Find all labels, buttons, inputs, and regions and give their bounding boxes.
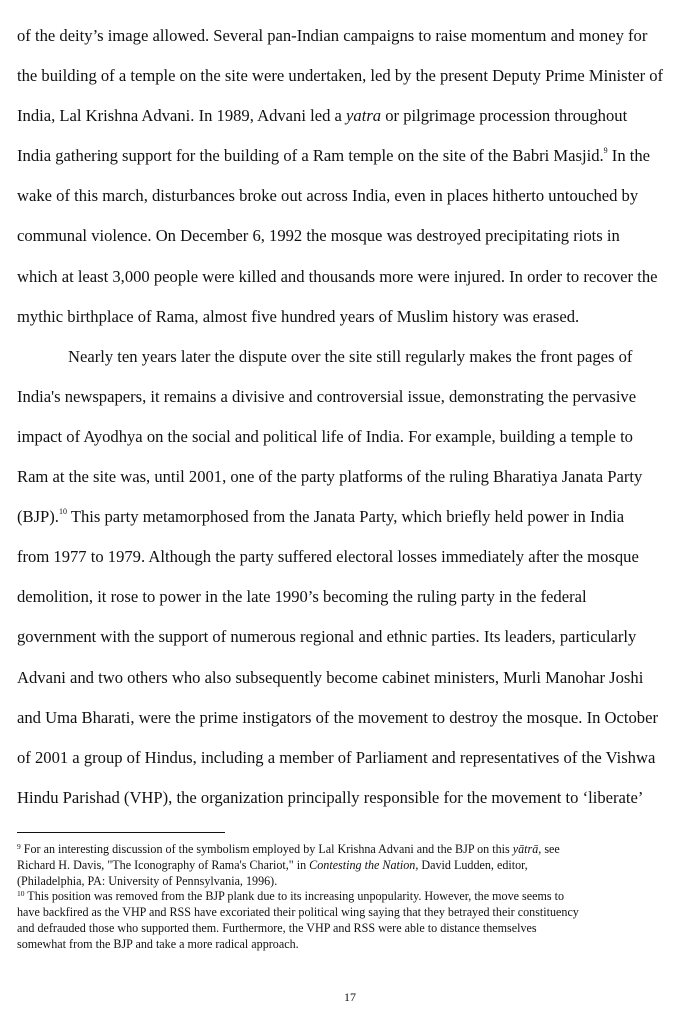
footnote-9-line <box>17 858 697 874</box>
text-span: , see <box>538 842 560 856</box>
text-line: Hindu Parishad (VHP), the organization principally responsible for the movement to ‘liberate’ <box>17 787 644 807</box>
text-line: impact of Ayodhya on the social and political life of India. For example, building a temple to <box>17 426 633 446</box>
text-line: Nearly ten years later the dispute over the site still regularly makes the front pages of <box>68 346 633 366</box>
body-text <box>17 16 693 818</box>
text-line: communal violence. On December 6, 1992 the mosque was destroyed precipitating riots in <box>17 226 620 246</box>
footnote-number: 9 <box>17 842 21 851</box>
text-line: wake of this march, disturbances broke out across India, even in places hitherto untouched by <box>17 186 639 206</box>
text-line: government with the support of numerous regional and ethnic parties. Its leaders, particularly <box>17 627 637 647</box>
text-line <box>17 96 693 136</box>
text-line: from 1977 to 1979. Although the party suffered electoral losses immediately after the mosque <box>17 547 639 567</box>
text-line: of 2001 a group of Hindus, including a member of Parliament and representatives of the Vishwa <box>17 747 656 767</box>
text-line: demolition, it rose to power in the late 1990’s becoming the ruling party in the federal <box>17 587 587 607</box>
text-line: the building of a temple on the site were undertaken, led by the present Deputy Prime Minister of <box>17 66 664 86</box>
text-line: which at least 3,000 people were killed and thousands more were injured. In order to recover the <box>17 266 658 286</box>
footnote-9-line <box>17 842 697 858</box>
italic-title: Contesting the Nation <box>309 857 416 872</box>
footnote-10-line: somewhat from the BJP and take a more radical approach. <box>17 936 299 951</box>
text-span: or pilgrimage procession throughout <box>381 106 628 126</box>
text-line: of the deity’s image allowed. Several pan-Indian campaigns to raise momentum and money for <box>17 26 648 45</box>
footnote-ref-10[interactable]: 10 <box>58 507 67 517</box>
text-span: Richard H. Davis, "The Iconography of Rama's Chariot," in <box>17 857 310 872</box>
page-number: 17 <box>344 990 356 1004</box>
footnote-separator <box>17 832 225 833</box>
text-span: India, Lal Krishna Advani. In 1989, Advani led a <box>17 106 347 126</box>
text-span: , David Ludden, editor, <box>415 857 528 872</box>
footnote-ref-9[interactable]: 9 <box>603 146 608 156</box>
text-line <box>17 497 693 537</box>
text-span: India gathering support for the building of a Ram temple on the site of the Babri Masjid. <box>17 146 604 166</box>
text-line: India's newspapers, it remains a divisive and controversial issue, demonstrating the pervasive <box>17 386 637 406</box>
text-line: Advani and two others who also subsequently become cabinet ministers, Murli Manohar Joshi <box>17 667 644 687</box>
text-line: mythic birthplace of Rama, almost five hundred years of Muslim history was erased. <box>17 306 580 326</box>
italic-term: yatra <box>346 106 382 126</box>
text-span: (BJP). <box>17 507 59 527</box>
footnote-number: 10 <box>17 889 25 899</box>
footnote-10-line <box>17 889 697 905</box>
footnote-10-line: have backfired as the VHP and RSS have excoriated their political wing saying that they betrayed their constituency <box>17 905 579 920</box>
text-span: This position was removed from the BJP plank due to its increasing unpopularity. However, the move seems to <box>24 889 564 904</box>
text-line <box>17 136 693 176</box>
footnote-9-line: (Philadelphia, PA: University of Pennsylvania, 1996). <box>17 873 278 888</box>
footnotes <box>17 842 697 953</box>
text-line: Ram at the site was, until 2001, one of the party platforms of the ruling Bharatiya Janata Party <box>17 467 643 487</box>
text-span: This party metamorphosed from the Janata Party, which briefly held power in India <box>66 507 625 527</box>
text-line: and Uma Bharati, were the prime instigators of the movement to destroy the mosque. In October <box>17 707 658 727</box>
text-span: For an interesting discussion of the symbolism employed by Lal Krishna Advani and the BJP on this <box>20 842 513 856</box>
italic-term: yātrā <box>512 842 539 856</box>
text-span: In the <box>607 146 651 166</box>
footnote-10-line: and defrauded those who supported them. Furthermore, the VHP and RSS were able to distance themselves <box>17 920 537 935</box>
